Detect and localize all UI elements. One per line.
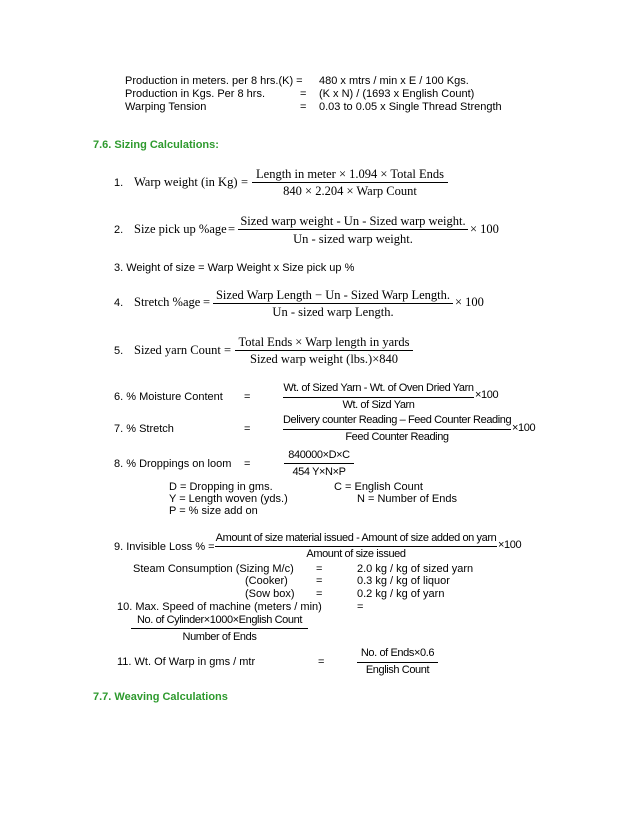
- formula-8-equals: =: [244, 458, 251, 470]
- formula-6-fraction-bar: [283, 397, 474, 398]
- warping-production-kgs-label: Production in Kgs. Per 8 hrs.: [125, 88, 266, 100]
- formula-11-equals: =: [318, 656, 325, 668]
- warping-tension-eq: =: [300, 101, 307, 113]
- steam-sowbox-value: 0.2 kg / kg of yarn: [357, 588, 445, 600]
- formula-9-denominator: Amount of size issued: [306, 548, 406, 560]
- warping-production-meters-value: 480 x mtrs / min x E / 100 Kgs.: [319, 75, 469, 87]
- formula-6-multiplier: ×100: [475, 389, 499, 401]
- formula-11-label: 11. Wt. Of Warp in gms / mtr: [117, 656, 256, 668]
- legend-n: N = Number of Ends: [357, 493, 457, 505]
- formula-10-denominator: Number of Ends: [182, 631, 257, 643]
- formula-2-fraction-bar: [238, 229, 468, 230]
- formula-11-fraction-bar: [357, 662, 438, 663]
- legend-d: D = Dropping in gms.: [169, 481, 273, 493]
- formula-5-number: 5.: [114, 345, 124, 357]
- formula-5-fraction-bar: [235, 350, 413, 351]
- formula-7-fraction-bar: [283, 429, 511, 430]
- formula-5-numerator: Total Ends × Warp length in yards: [238, 335, 410, 349]
- formula-4-fraction-bar: [213, 303, 453, 304]
- section-heading-sizing: 7.6. Sizing Calculations:: [93, 139, 219, 151]
- formula-9-numerator: Amount of size material issued - Amount of size added on yarn: [215, 532, 497, 544]
- formula-3-text: 3. Weight of size = Warp Weight x Size pick up %: [114, 262, 355, 274]
- warping-tension-value: 0.03 to 0.05 x Single Thread Strength: [319, 101, 502, 113]
- formula-8-numerator: 840000×D×C: [288, 449, 350, 461]
- formula-2-multiplier: × 100: [470, 222, 499, 236]
- formula-6-label: 6. % Moisture Content: [114, 391, 223, 403]
- formula-2-denominator: Un - sized warp weight.: [293, 232, 413, 246]
- steam-cooker-eq: =: [316, 575, 323, 587]
- steam-sizing-eq: =: [316, 563, 323, 575]
- formula-4-equals: =: [203, 295, 211, 309]
- formula-6-numerator: Wt. of Sized Yarn - Wt. of Oven Dried Yarn: [283, 382, 474, 394]
- formula-5-denominator: Sized warp weight (lbs.)×840: [250, 352, 398, 366]
- formula-9-label: 9. Invisible Loss % =: [114, 541, 215, 553]
- formula-10-equals: =: [357, 601, 364, 613]
- formula-4-numerator: Sized Warp Length − Un - Sized Warp Length.: [215, 288, 451, 302]
- formula-1-lhs: Warp weight (in Kg): [134, 175, 238, 189]
- formula-9-fraction-bar: [215, 546, 497, 547]
- formula-11-denominator: English Count: [365, 664, 430, 676]
- formula-1-fraction-bar: [252, 182, 448, 183]
- legend-y: Y = Length woven (yds.): [169, 493, 288, 505]
- legend-c: C = English Count: [334, 481, 423, 493]
- formula-10-numerator: No. of Cylinder×1000×English Count: [137, 614, 302, 626]
- formula-7-multiplier: ×100: [512, 422, 536, 434]
- formula-7-denominator: Feed Counter Reading: [345, 431, 449, 443]
- steam-cooker-value: 0.3 kg / kg of liquor: [357, 575, 450, 587]
- steam-sizing-value: 2.0 kg / kg of sized yarn: [357, 563, 474, 575]
- formula-2-equals: =: [228, 222, 236, 236]
- formula-1-equals: =: [241, 175, 249, 189]
- formula-2-lhs: Size pick up %age: [134, 222, 227, 236]
- steam-sizing-label: Steam Consumption (Sizing M/c): [133, 563, 294, 575]
- warping-production-kgs-value: (K x N) / (1693 x English Count): [319, 88, 475, 100]
- warping-tension-label: Warping Tension: [125, 101, 207, 113]
- formula-7-equals: =: [244, 423, 251, 435]
- formula-5-equals: =: [224, 343, 232, 357]
- formula-7-label: 7. % Stretch: [114, 423, 174, 435]
- formula-1-number: 1.: [114, 177, 124, 189]
- formula-4-multiplier: × 100: [455, 295, 484, 309]
- formula-5-lhs: Sized yarn Count: [134, 343, 221, 357]
- formula-6-equals: =: [244, 391, 251, 403]
- formula-11-numerator: No. of Ends×0.6: [360, 647, 435, 659]
- section-heading-weaving: 7.7. Weaving Calculations: [93, 691, 228, 703]
- formula-4-lhs: Stretch %age: [134, 295, 201, 309]
- steam-cooker-label: (Cooker): [245, 575, 288, 587]
- formula-1-denominator: 840 × 2.204 × Warp Count: [283, 184, 417, 198]
- legend-p: P = % size add on: [169, 505, 258, 517]
- formula-6-denominator: Wt. of Sizd Yarn: [342, 399, 415, 411]
- formula-9-multiplier: ×100: [498, 539, 522, 551]
- formula-7-numerator: Delivery counter Reading – Feed Counter Reading: [283, 414, 512, 426]
- formula-4-number: 4.: [114, 297, 124, 309]
- formula-2-numerator: Sized warp weight - Un - Sized warp weight.: [240, 214, 466, 228]
- formula-2-number: 2.: [114, 224, 124, 236]
- warping-production-meters-label: Production in meters. per 8 hrs.(K) =: [125, 75, 303, 87]
- formula-8-denominator: 454 Y×N×P: [292, 466, 346, 478]
- formula-8-fraction-bar: [284, 463, 354, 464]
- formula-10-label: 10. Max. Speed of machine (meters / min): [117, 601, 322, 613]
- formula-4-denominator: Un - sized warp Length.: [272, 305, 394, 319]
- formula-1-numerator: Length in meter × 1.094 × Total Ends: [256, 167, 444, 181]
- formula-10-fraction-bar: [131, 628, 308, 629]
- steam-sowbox-eq: =: [316, 588, 323, 600]
- warping-production-kgs-eq: =: [300, 88, 307, 100]
- steam-sowbox-label: (Sow box): [245, 588, 295, 600]
- formula-8-label: 8. % Droppings on loom: [114, 458, 232, 470]
